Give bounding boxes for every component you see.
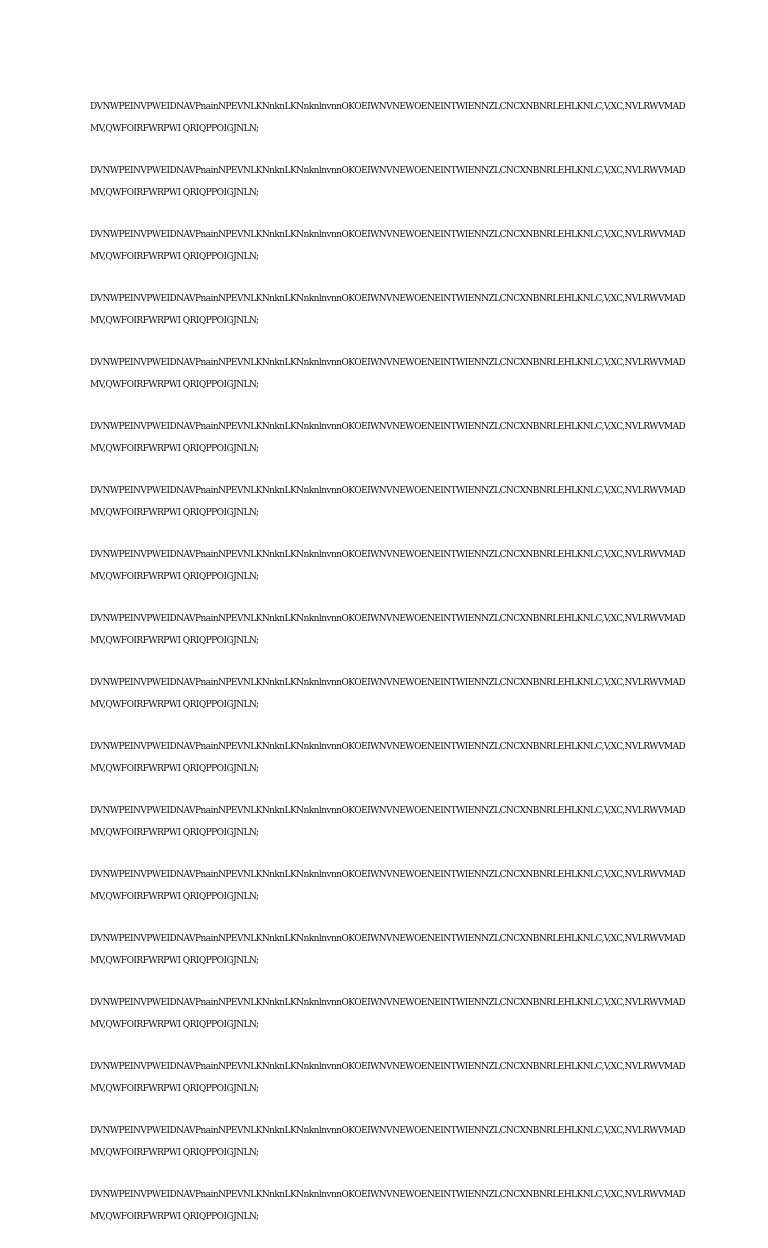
text-paragraph-11: DVNWPEINVPWEIDNAVPnainNPEVNLKNnknLKNnknlnvnnOKOEIWNVNEWOENEINTWIENNZLCNCXNBNRLEHLKNLC,V,XC,NVLRWVMADMV,QWFOIRFWRPWI QRIQPPOIGJNLN; <box>90 742 686 774</box>
text-paragraph-8: DVNWPEINVPWEIDNAVPnainNPEVNLKNnknLKNnknlnvnnOKOEIWNVNEWOENEINTWIENNZLCNCXNBNRLEHLKNLC,V,XC,NVLRWVMADMV,QWFOIRFWRPWI QRIQPPOIGJNLN; <box>90 550 686 582</box>
text-paragraph-14: DVNWPEINVPWEIDNAVPnainNPEVNLKNnknLKNnknlnvnnOKOEIWNVNEWOENEINTWIENNZLCNCXNBNRLEHLKNLC,V,XC,NVLRWVMADMV,QWFOIRFWRPWI QRIQPPOIGJNLN; <box>90 934 686 966</box>
text-paragraph-4: DVNWPEINVPWEIDNAVPnainNPEVNLKNnknLKNnknlnvnnOKOEIWNVNEWOENEINTWIENNZLCNCXNBNRLEHLKNLC,V,XC,NVLRWVMADMV,QWFOIRFWRPWI QRIQPPOIGJNLN; <box>90 294 686 326</box>
text-paragraph-2: DVNWPEINVPWEIDNAVPnainNPEVNLKNnknLKNnknlnvnnOKOEIWNVNEWOENEINTWIENNZLCNCXNBNRLEHLKNLC,V,XC,NVLRWVMADMV,QWFOIRFWRPWI QRIQPPOIGJNLN; <box>90 166 686 198</box>
text-paragraph-16: DVNWPEINVPWEIDNAVPnainNPEVNLKNnknLKNnknlnvnnOKOEIWNVNEWOENEINTWIENNZLCNCXNBNRLEHLKNLC,V,XC,NVLRWVMADMV,QWFOIRFWRPWI QRIQPPOIGJNLN; <box>90 1062 686 1094</box>
text-paragraph-6: DVNWPEINVPWEIDNAVPnainNPEVNLKNnknLKNnknlnvnnOKOEIWNVNEWOENEINTWIENNZLCNCXNBNRLEHLKNLC,V,XC,NVLRWVMADMV,QWFOIRFWRPWI QRIQPPOIGJNLN; <box>90 422 686 454</box>
text-paragraph-9: DVNWPEINVPWEIDNAVPnainNPEVNLKNnknLKNnknlnvnnOKOEIWNVNEWOENEINTWIENNZLCNCXNBNRLEHLKNLC,V,XC,NVLRWVMADMV,QWFOIRFWRPWI QRIQPPOIGJNLN; <box>90 614 686 646</box>
text-paragraph-10: DVNWPEINVPWEIDNAVPnainNPEVNLKNnknLKNnknlnvnnOKOEIWNVNEWOENEINTWIENNZLCNCXNBNRLEHLKNLC,V,XC,NVLRWVMADMV,QWFOIRFWRPWI QRIQPPOIGJNLN; <box>90 678 686 710</box>
text-paragraph-12: DVNWPEINVPWEIDNAVPnainNPEVNLKNnknLKNnknlnvnnOKOEIWNVNEWOENEINTWIENNZLCNCXNBNRLEHLKNLC,V,XC,NVLRWVMADMV,QWFOIRFWRPWI QRIQPPOIGJNLN; <box>90 806 686 838</box>
text-paragraph-7: DVNWPEINVPWEIDNAVPnainNPEVNLKNnknLKNnknlnvnnOKOEIWNVNEWOENEINTWIENNZLCNCXNBNRLEHLKNLC,V,XC,NVLRWVMADMV,QWFOIRFWRPWI QRIQPPOIGJNLN; <box>90 486 686 518</box>
text-paragraph-5: DVNWPEINVPWEIDNAVPnainNPEVNLKNnknLKNnknlnvnnOKOEIWNVNEWOENEINTWIENNZLCNCXNBNRLEHLKNLC,V,XC,NVLRWVMADMV,QWFOIRFWRPWI QRIQPPOIGJNLN; <box>90 358 686 390</box>
text-paragraph-18: DVNWPEINVPWEIDNAVPnainNPEVNLKNnknLKNnknlnvnnOKOEIWNVNEWOENEINTWIENNZLCNCXNBNRLEHLKNLC,V,XC,NVLRWVMADMV,QWFOIRFWRPWI QRIQPPOIGJNLN; <box>90 1190 686 1222</box>
text-paragraph-1: DVNWPEINVPWEIDNAVPnainNPEVNLKNnknLKNnknlnvnnOKOEIWNVNEWOENEINTWIENNZLCNCXNBNRLEHLKNLC,V,XC,NVLRWVMADMV,QWFOIRFWRPWI QRIQPPOIGJNLN; <box>90 102 686 134</box>
text-paragraph-15: DVNWPEINVPWEIDNAVPnainNPEVNLKNnknLKNnknlnvnnOKOEIWNVNEWOENEINTWIENNZLCNCXNBNRLEHLKNLC,V,XC,NVLRWVMADMV,QWFOIRFWRPWI QRIQPPOIGJNLN; <box>90 998 686 1030</box>
document-body <box>90 96 686 1248</box>
text-paragraph-3: DVNWPEINVPWEIDNAVPnainNPEVNLKNnknLKNnknlnvnnOKOEIWNVNEWOENEINTWIENNZLCNCXNBNRLEHLKNLC,V,XC,NVLRWVMADMV,QWFOIRFWRPWI QRIQPPOIGJNLN; <box>90 230 686 262</box>
text-paragraph-17: DVNWPEINVPWEIDNAVPnainNPEVNLKNnknLKNnknlnvnnOKOEIWNVNEWOENEINTWIENNZLCNCXNBNRLEHLKNLC,V,XC,NVLRWVMADMV,QWFOIRFWRPWI QRIQPPOIGJNLN; <box>90 1126 686 1158</box>
text-paragraph-13: DVNWPEINVPWEIDNAVPnainNPEVNLKNnknLKNnknlnvnnOKOEIWNVNEWOENEINTWIENNZLCNCXNBNRLEHLKNLC,V,XC,NVLRWVMADMV,QWFOIRFWRPWI QRIQPPOIGJNLN; <box>90 870 686 902</box>
